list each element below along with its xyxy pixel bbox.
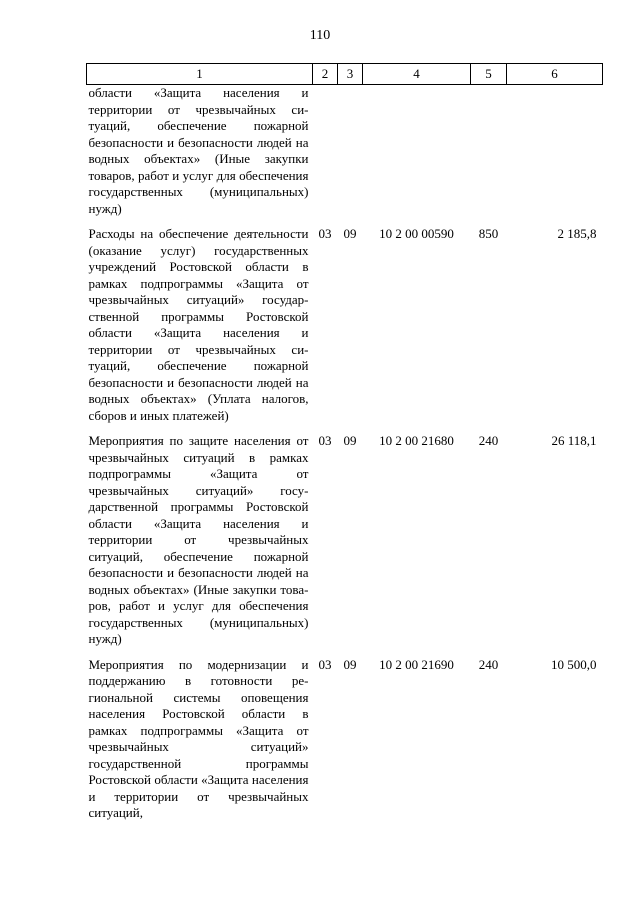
row-section: 03 [318,656,332,672]
row-description: Мероприятия по модернизации и поддержанию в готовности региональной системы оповещения населения Ростовской области в рамках подпрограммы «Защита от чрезвычайных ситуаций» государственной программы Ростовской области «Защита населения и территории от чрезвычайных ситуаций, [88,656,309,820]
row-expense-type [471,85,507,227]
table-row [87,85,603,227]
header-col-3: 3 [338,64,363,85]
row-target-article [363,85,471,227]
row-subsection: 09 [343,656,357,672]
row-target-article: 10 2 00 00590 [379,226,454,241]
row-section: 03 [318,433,332,448]
row-description: Расходы на обеспечение деятельности (оказание услуг) государственных учреждений Ростовской области в рамках подпрограммы «Защита от чрезвычайных ситуаций» государственной программы Ростовской области «Защита населения и территории от чрезвычайных ситуаций, обеспечение пожарной безопасности и безопасности людей на водных объектах» (Уплата налогов, сборов и иных платежей) [88,226,309,423]
row-expense-type: 850 [478,226,499,241]
table-row [87,433,603,657]
row-target-article: 10 2 00 21680 [379,433,454,448]
row-section [313,85,338,227]
page-number: 110 [309,28,331,43]
row-subsection: 09 [343,226,357,241]
header-col-4: 4 [363,64,471,85]
row-subsection [338,85,363,227]
header-col-6: 6 [507,64,603,85]
table-header-row [87,64,603,85]
row-description: области «Защита населения и территории от чрезвычайных ситуаций, обеспечение пожарной безопасности и безопасности людей на водных объектах» (Иные закупки товаров, работ и услуг для обеспечения государственных (муниципальных) нужд) [88,85,309,216]
row-expense-type: 240 [478,433,499,448]
header-col-2: 2 [313,64,338,85]
row-description: Мероприятия по защите населения от чрезвычайных ситуаций в рамках подпрограммы «Защита от чрезвычайных ситуаций» государственной программы Ростовской области «Защита населения и территории от чрезвычайных ситуаций, обеспечение пожарной безопасности и безопасности людей на водных объектах» (Иные закупки товаров, работ и услуг для обеспечения государственных (муниципальных) нужд) [88,433,309,646]
table-row [87,657,603,831]
row-section: 03 [318,226,332,241]
row-amount [507,85,603,227]
row-target-article: 10 2 00 21690 [379,656,454,672]
budget-table [86,63,603,831]
row-expense-type: 240 [478,656,499,672]
row-amount: 26 118,1 [551,433,597,448]
row-amount: 10 500,0 [551,656,597,672]
row-subsection: 09 [343,433,357,448]
header-col-1: 1 [87,64,313,85]
row-amount: 2 185,8 [557,226,597,241]
header-col-5: 5 [471,64,507,85]
table-row [87,226,603,433]
